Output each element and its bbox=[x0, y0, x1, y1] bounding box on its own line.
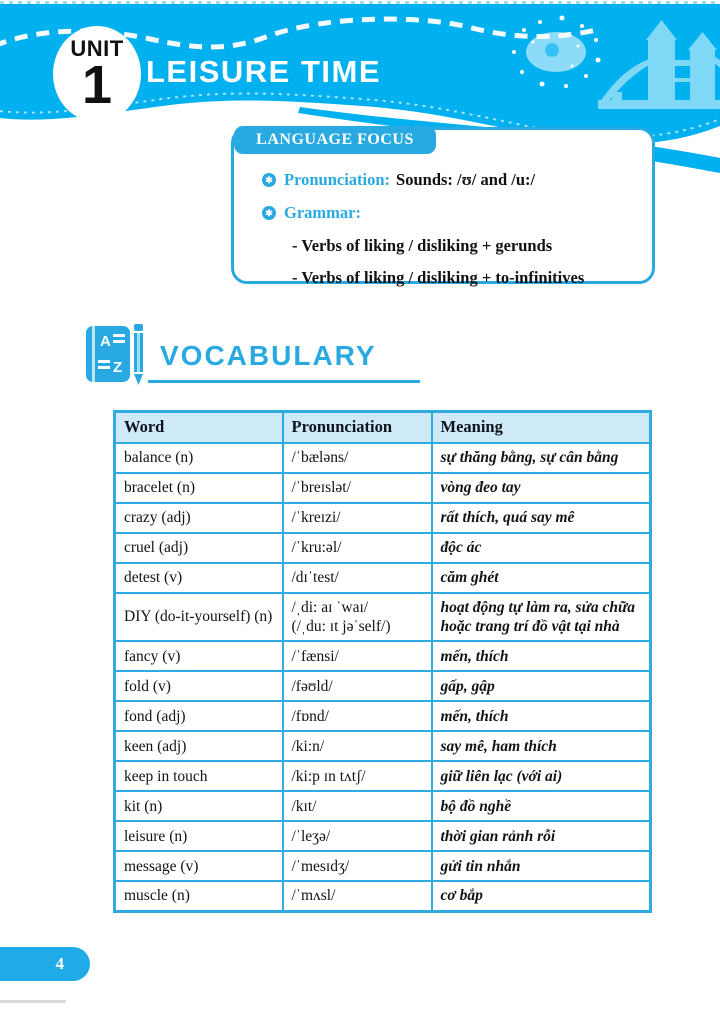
word-cell: kit (n) bbox=[115, 791, 283, 821]
vocabulary-underline bbox=[148, 380, 420, 383]
word-cell: balance (n) bbox=[115, 443, 283, 473]
meaning-cell: thời gian rảnh rỗi bbox=[432, 821, 651, 851]
table-row bbox=[115, 671, 651, 701]
pronunciation-cell: /ki:n/ bbox=[283, 731, 432, 761]
unit-title: LEISURE TIME bbox=[146, 54, 382, 89]
focus-item-text: Sounds: /ʊ/ and /u:/ bbox=[396, 170, 536, 189]
pronunciation-cell: /ki:p ɪn tʌtʃ/ bbox=[283, 761, 432, 791]
word-cell: fond (adj) bbox=[115, 701, 283, 731]
table-row bbox=[115, 731, 651, 761]
word-cell: message (v) bbox=[115, 851, 283, 881]
meaning-cell: giữ liên lạc (với ai) bbox=[432, 761, 651, 791]
table-row bbox=[115, 563, 651, 593]
focus-item-grammar bbox=[262, 203, 636, 223]
meaning-cell: sự thăng bằng, sự cân bằng bbox=[432, 443, 651, 473]
pronunciation-cell: /ˈleʒə/ bbox=[283, 821, 432, 851]
meaning-cell: vòng đeo tay bbox=[432, 473, 651, 503]
table-row bbox=[115, 851, 651, 881]
pronunciation-cell: /ˈmʌsl/ bbox=[283, 881, 432, 911]
meaning-cell: gấp, gập bbox=[432, 671, 651, 701]
table-row bbox=[115, 443, 651, 473]
unit-label: UNIT bbox=[70, 36, 124, 61]
meaning-cell: say mê, ham thích bbox=[432, 731, 651, 761]
meaning-cell: mến, thích bbox=[432, 701, 651, 731]
pronunciation-cell: /ˈmesɪdʒ/ bbox=[283, 851, 432, 881]
pronunciation-cell: /ˈbreɪslət/ bbox=[283, 473, 432, 503]
word-cell: detest (v) bbox=[115, 563, 283, 593]
word-cell: bracelet (n) bbox=[115, 473, 283, 503]
meaning-cell: căm ghét bbox=[432, 563, 651, 593]
pronunciation-cell: /ˌdi: aɪ ˈwaɪ/ (/ˌdu: ɪt jəˈself/) bbox=[283, 593, 432, 642]
column-header: Pronunciation bbox=[283, 412, 432, 443]
meaning-cell: bộ đồ nghề bbox=[432, 791, 651, 821]
page-corner-line bbox=[0, 1000, 66, 1003]
meaning-cell: rất thích, quá say mê bbox=[432, 503, 651, 533]
unit-badge bbox=[53, 26, 141, 122]
word-cell: leisure (n) bbox=[115, 821, 283, 851]
table-row bbox=[115, 761, 651, 791]
word-cell: crazy (adj) bbox=[115, 503, 283, 533]
dictionary-pencil-icon bbox=[84, 320, 146, 386]
vocab-table-head-row bbox=[115, 412, 651, 443]
pronunciation-cell: /fəʊld/ bbox=[283, 671, 432, 701]
pronunciation-cell: /kɪt/ bbox=[283, 791, 432, 821]
meaning-cell: cơ bắp bbox=[432, 881, 651, 911]
word-cell: cruel (adj) bbox=[115, 533, 283, 563]
word-cell: fold (v) bbox=[115, 671, 283, 701]
pronunciation-cell: /ˈkreɪzi/ bbox=[283, 503, 432, 533]
vocabulary-heading bbox=[84, 320, 377, 386]
table-row bbox=[115, 821, 651, 851]
table-row bbox=[115, 881, 651, 911]
pronunciation-cell: /fɒnd/ bbox=[283, 701, 432, 731]
grammar-point: - Verbs of liking / disliking + to-infinitives bbox=[292, 268, 585, 287]
focus-item-label: Grammar: bbox=[284, 203, 361, 222]
page-number-pill bbox=[0, 947, 90, 981]
vocabulary-title: VOCABULARY bbox=[160, 340, 377, 371]
table-row bbox=[115, 593, 651, 642]
svg-text:Z: Z bbox=[113, 359, 123, 376]
pronunciation-cell: /ˈkru:əl/ bbox=[283, 533, 432, 563]
table-row bbox=[115, 533, 651, 563]
svg-text:A: A bbox=[100, 333, 111, 350]
column-header: Word bbox=[115, 412, 283, 443]
unit-number: 1 bbox=[81, 55, 113, 115]
grammar-points bbox=[292, 236, 636, 288]
table-row bbox=[115, 503, 651, 533]
table-row bbox=[115, 701, 651, 731]
word-cell: keen (adj) bbox=[115, 731, 283, 761]
word-cell: DIY (do-it-yourself) (n) bbox=[115, 593, 283, 642]
meaning-cell: gửi tin nhắn bbox=[432, 851, 651, 881]
language-focus-tab: LANGUAGE FOCUS bbox=[234, 126, 436, 154]
table-row bbox=[115, 791, 651, 821]
grammar-point: - Verbs of liking / disliking + gerunds bbox=[292, 236, 553, 255]
focus-item-label: Pronunciation: bbox=[284, 170, 391, 189]
meaning-cell: mến, thích bbox=[432, 641, 651, 671]
star-bullet-icon: ✱ bbox=[262, 173, 276, 187]
page-number: 4 bbox=[55, 954, 64, 973]
table-row bbox=[115, 473, 651, 503]
pronunciation-cell: /ˈfænsi/ bbox=[283, 641, 432, 671]
column-header: Meaning bbox=[432, 412, 651, 443]
pronunciation-cell: /ˈbæləns/ bbox=[283, 443, 432, 473]
pronunciation-cell: /dɪˈtest/ bbox=[283, 563, 432, 593]
word-cell: muscle (n) bbox=[115, 881, 283, 911]
word-cell: keep in touch bbox=[115, 761, 283, 791]
table-row bbox=[115, 641, 651, 671]
word-cell: fancy (v) bbox=[115, 641, 283, 671]
vocab-table-body bbox=[115, 443, 651, 912]
focus-item-pronunciation bbox=[262, 170, 636, 190]
meaning-cell: hoạt động tự làm ra, sửa chữa hoặc trang trí đồ vật tại nhà bbox=[432, 593, 651, 642]
vocabulary-table bbox=[113, 410, 652, 913]
meaning-cell: độc ác bbox=[432, 533, 651, 563]
star-bullet-icon: ✱ bbox=[262, 206, 276, 220]
